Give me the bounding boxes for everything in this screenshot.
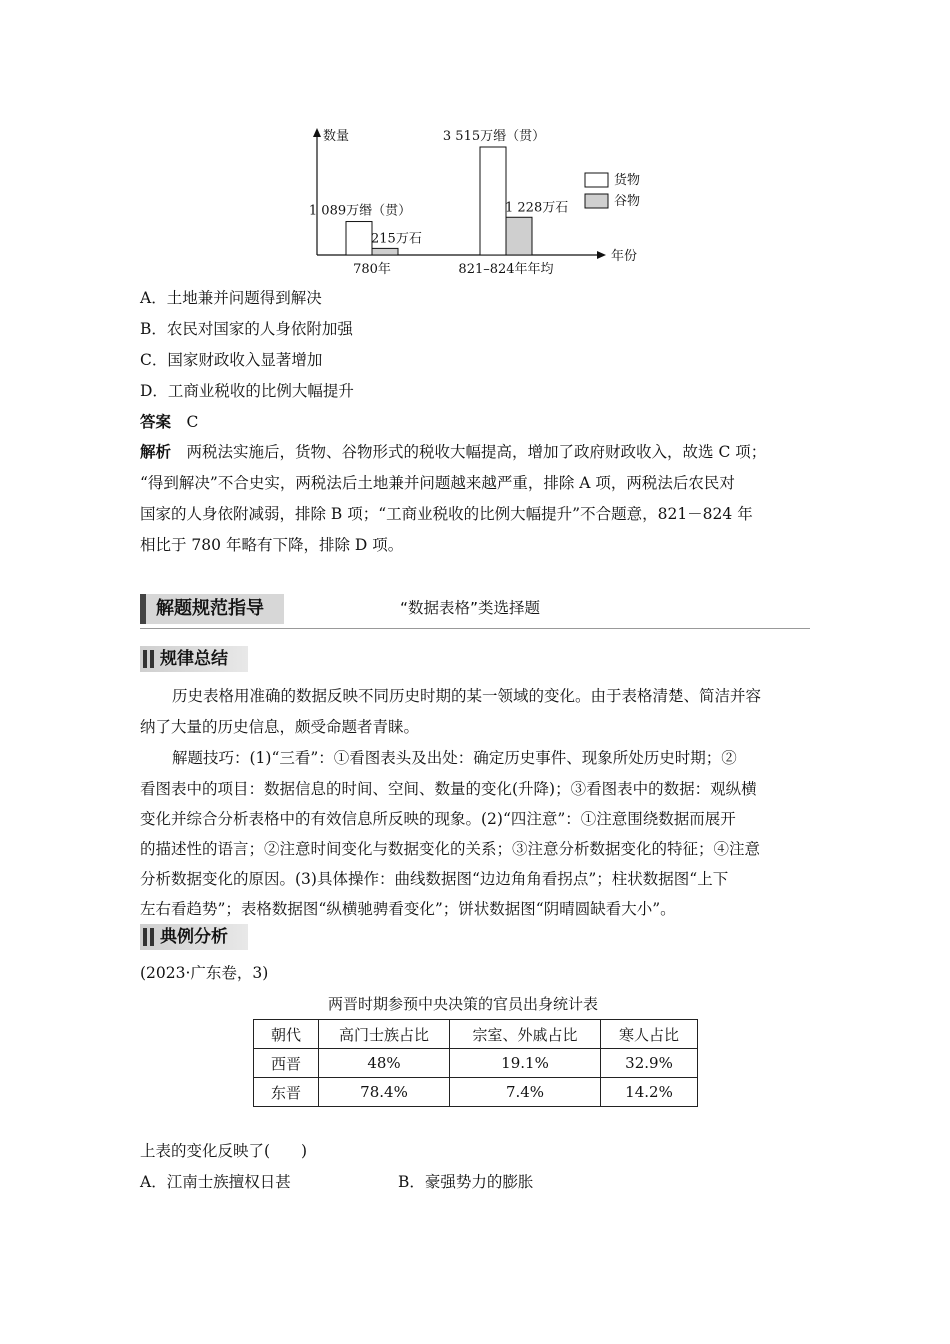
heading-bar-icon: [143, 928, 147, 946]
table-cell: 19.1%: [450, 1049, 601, 1078]
analysis-line-4: 相比于 780 年略有下降，排除 D 项。: [140, 536, 404, 554]
summary-p2-line5: 分析数据变化的原因。(3)具体操作：曲线数据图“边边角角看拐点”；柱状数据图“上下: [140, 870, 729, 888]
category-tick-label: 780年: [353, 262, 391, 277]
table-cell: 78.4%: [319, 1078, 450, 1107]
heading-bar-icon: [150, 650, 154, 668]
summary-heading-text: 规律总结: [160, 649, 228, 669]
legend-swatch-grain: [585, 194, 608, 208]
answer-line: [140, 407, 198, 438]
answer-label: 答案: [140, 413, 172, 431]
legend-swatch-goods: [585, 173, 608, 187]
y-axis-label: 数量: [323, 129, 350, 144]
chart-svg: [300, 120, 660, 285]
data-label-goods-1: 3 515万缗（贯）: [442, 129, 546, 144]
option-d: D．工商业税收的比例大幅提升: [140, 382, 354, 400]
table-cell: 32.9%: [601, 1049, 698, 1078]
section-banner: [140, 594, 810, 629]
analysis-line-1: [140, 437, 766, 468]
table-header-cell: 宗室、外戚占比: [450, 1020, 601, 1049]
heading-bar-icon: [143, 650, 147, 668]
analysis-text-1: 两税法实施后，货物、谷物形式的税收大幅提高，增加了政府财政收入，故选 C 项；: [186, 443, 767, 461]
analysis-label: 解析: [140, 443, 172, 461]
summary-p2-line1: 解题技巧：(1)“三看”：①看图表头及出处：确定历史事件、现象所处历史时期；②: [172, 749, 737, 767]
banner-subtitle: “数据表格”类选择题: [400, 599, 541, 617]
table-row: [254, 1049, 698, 1078]
statistics-table: [253, 1019, 698, 1107]
summary-p2-line4: 的描述性的语言；②注意时间变化与数据变化的关系；③注意分析数据变化的特征；④注意: [140, 840, 761, 858]
table-cell: 14.2%: [601, 1078, 698, 1107]
legend-label-grain: 谷物: [614, 194, 641, 209]
table-cell: 7.4%: [450, 1078, 601, 1107]
bar-goods-1: [480, 147, 506, 255]
heading-bar-icon: [150, 928, 154, 946]
table-cell: 东晋: [254, 1078, 319, 1107]
example-option-a: A．江南士族擅权日甚: [140, 1173, 291, 1191]
table-title: 两晋时期参预中央决策的官员出身统计表: [328, 995, 599, 1013]
data-label-grain-1: 1 228万石: [505, 200, 569, 216]
analysis-line-3: 国家的人身依附减弱，排除 B 项；“工商业税收的比例大幅提升”不合题意，821－824 年: [140, 505, 753, 523]
summary-p2-line3: 变化并综合分析表格中的有效信息所反映的现象。(2)“四注意”：①注意围绕数据而展开: [140, 810, 736, 828]
option-c: C．国家财政收入显著增加: [140, 351, 323, 369]
summary-p2-line6: 左右看趋势”；表格数据图“纵横驰骋看变化”；饼状数据图“阴晴圆缺看大小”。: [140, 900, 676, 918]
example-heading: [140, 924, 248, 950]
category-tick-label: 821–824年年均: [458, 262, 554, 277]
bar-goods-0: [346, 222, 372, 255]
summary-p1-line2: 纳了大量的历史信息，颇受命题者青睐。: [140, 718, 420, 736]
legend-label-goods: 货物: [614, 173, 641, 188]
answer-value: C: [186, 413, 199, 431]
option-a: A．土地兼并问题得到解决: [140, 289, 322, 307]
bar-grain-0: [372, 248, 398, 255]
summary-p1-line1: 历史表格用准确的数据反映不同历史时期的某一领域的变化。由于表格清楚、简洁并容: [172, 687, 762, 705]
x-axis-arrow: [597, 251, 606, 259]
example-source: (2023·广东卷，3): [140, 964, 269, 982]
x-axis-label: 年份: [611, 249, 638, 264]
table-cell: 西晋: [254, 1049, 319, 1078]
data-label-goods-0: 1 089万缗（贯）: [308, 203, 412, 219]
example-question: 上表的变化反映了( ): [140, 1142, 308, 1160]
table-header-cell: 寒人占比: [601, 1020, 698, 1049]
data-label-grain-0: 215万石: [371, 231, 422, 247]
table-row: [254, 1078, 698, 1107]
option-b: B．农民对国家的人身依附加强: [140, 320, 353, 338]
banner-title: 解题规范指导: [140, 594, 284, 624]
y-axis-arrow: [313, 128, 321, 137]
summary-heading: [140, 646, 248, 672]
table-header-cell: 朝代: [254, 1020, 319, 1049]
table-cell: 48%: [319, 1049, 450, 1078]
example-heading-text: 典例分析: [160, 927, 228, 947]
table-header-row: [254, 1020, 698, 1049]
summary-p2-line2: 看图表中的项目：数据信息的时间、空间、数量的变化(升降)；③看图表中的数据：观纵横: [140, 780, 757, 798]
analysis-line-2: “得到解决”不合史实，两税法后土地兼并问题越来越严重，排除 A 项，两税法后农民对: [140, 474, 735, 492]
table-header-cell: 高门士族占比: [319, 1020, 450, 1049]
example-option-b: B．豪强势力的膨胀: [398, 1173, 534, 1191]
tax-bar-chart: [300, 120, 660, 285]
bar-grain-1: [506, 217, 532, 255]
